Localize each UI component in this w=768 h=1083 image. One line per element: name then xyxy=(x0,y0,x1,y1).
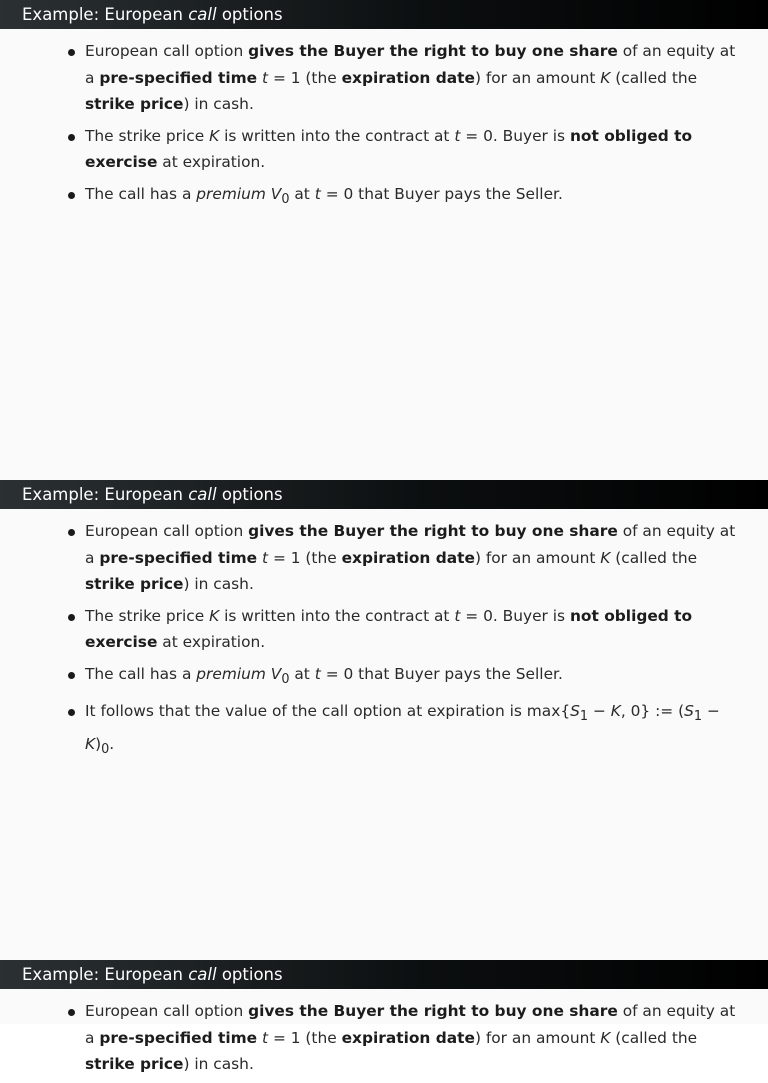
title-text-end: options xyxy=(216,485,283,504)
title-text: Example: European xyxy=(22,965,189,984)
title-text: Example: European xyxy=(22,5,189,24)
slide-2 xyxy=(0,480,768,960)
bullet-item-2: The strike price K is written into the contract at t = 0. Buyer is not obliged to exercise at expiration. xyxy=(67,603,747,656)
title-emphasis: call xyxy=(188,485,217,504)
title-emphasis: call xyxy=(188,5,217,24)
bullet-list xyxy=(67,998,747,1083)
title-text-end: options xyxy=(216,5,283,24)
title-emphasis: call xyxy=(188,965,217,984)
bullet-item-3: The call has a premium $V_0$ at t = 0 that Buyer pays the Seller. xyxy=(67,181,747,214)
slide-title xyxy=(0,0,768,29)
slide-title xyxy=(0,960,768,989)
bullet-item-3: The call has a premium $V_0$ at t = 0 that Buyer pays the Seller. xyxy=(67,661,747,694)
bullet-item-1: European call option gives the Buyer the right to buy one share of an equity at a pre-specified time t = 1 (the expiration date) for an amount K (called the strike price) in cash. xyxy=(67,38,747,118)
bullet-list xyxy=(67,518,747,768)
bullet-item-1: European call option gives the Buyer the right to buy one share of an equity at a pre-specified time t = 1 (the expiration date) for an amount K (called the strike price) in cash. xyxy=(67,518,747,598)
slide-1 xyxy=(0,0,768,480)
bullet-item-1: European call option gives the Buyer the right to buy one share of an equity at a pre-specified time t = 1 (the expiration date) for an amount K (called the strike price) in cash. xyxy=(67,998,747,1078)
title-text: Example: European xyxy=(22,485,189,504)
title-text-end: options xyxy=(216,965,283,984)
bullet-list xyxy=(67,38,747,218)
bullet-item-4: It follows that the value of the call option at expiration is $\max\{S_1 - K$, 0} := $(S_1 - K)_0$. xyxy=(67,698,747,763)
slide-title xyxy=(0,480,768,509)
slide-3 xyxy=(0,960,768,1073)
bullet-item-2: The strike price K is written into the contract at t = 0. Buyer is not obliged to exercise at expiration. xyxy=(67,123,747,176)
